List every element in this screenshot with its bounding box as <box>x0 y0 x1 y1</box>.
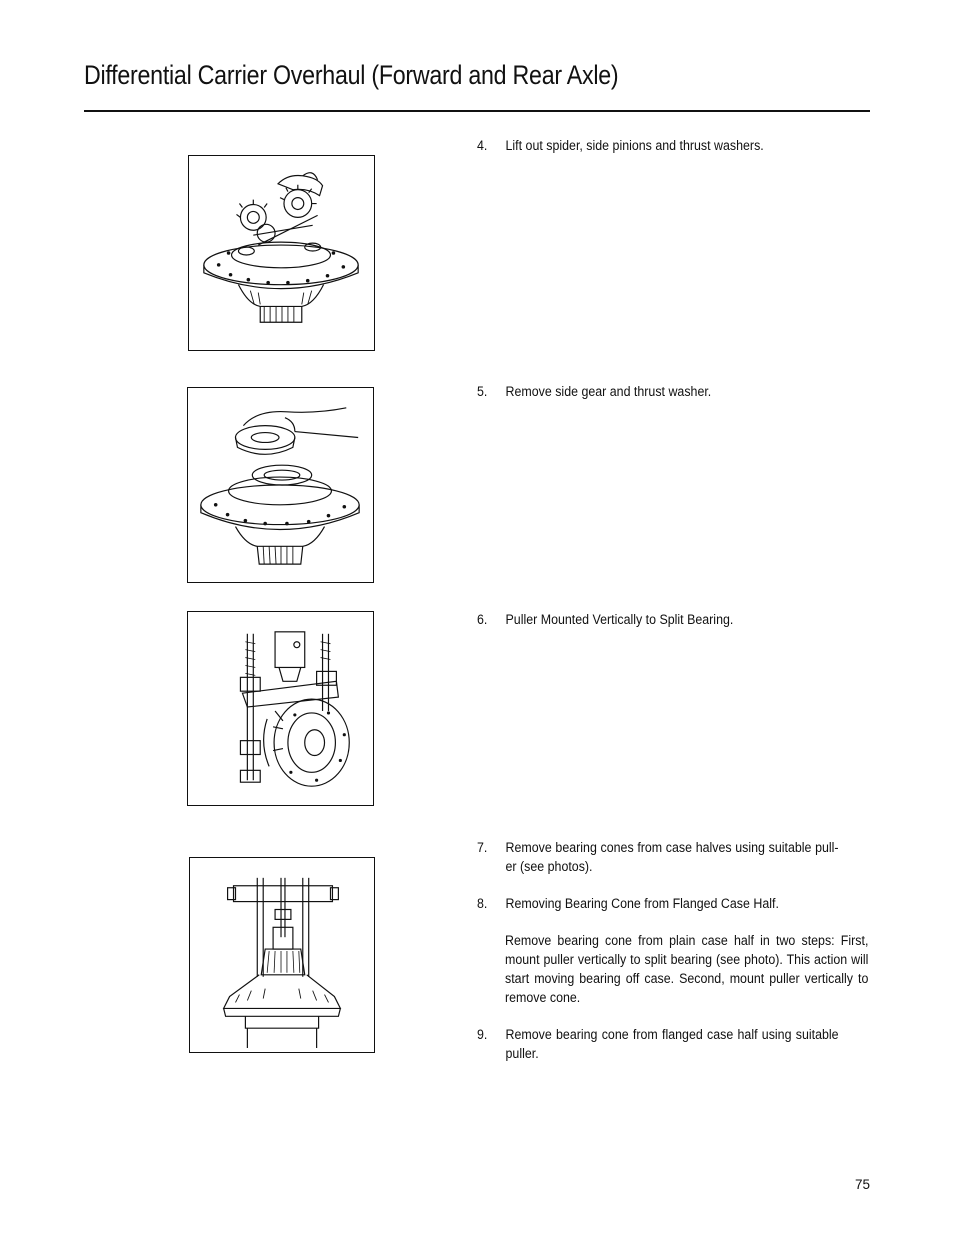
step-number: 7. <box>477 840 488 855</box>
step-8-paragraph: Remove bearing cone from plain case half in two steps: First, mount puller vertically to split bearing (see photo). This action will start moving bearing off case. Second, mount puller vertically to remove cone. <box>505 933 869 1005</box>
spider-pinions-illustration-icon <box>189 156 374 350</box>
figure-spider-pinions <box>188 155 375 351</box>
step-text: Lift out spider, side pinions and thrust washers. <box>505 138 764 153</box>
title-divider <box>84 110 870 112</box>
step-item <box>477 894 839 913</box>
step-number: 8. <box>477 896 488 911</box>
figure-puller-split-bearing <box>187 611 374 806</box>
step-text: Puller Mounted Vertically to Split Bearing. <box>505 612 734 627</box>
step-number: 4. <box>477 138 488 153</box>
figure-puller-bearing-cone <box>189 857 375 1053</box>
step-number: 5. <box>477 384 488 399</box>
side-gear-washer-illustration-icon <box>188 388 373 582</box>
step-text: Removing Bearing Cone from Flanged Case Half. <box>505 896 779 911</box>
step-text: Remove bearing cone from flanged case half using suitable puller. <box>505 1027 839 1061</box>
step-item <box>477 610 839 629</box>
step-text: Remove side gear and thrust washer. <box>505 384 712 399</box>
step-number: 9. <box>477 1027 488 1042</box>
puller-bearing-cone-illustration-icon <box>190 858 374 1052</box>
step-item <box>477 136 839 155</box>
step-item <box>477 1025 839 1063</box>
puller-split-bearing-illustration-icon <box>188 612 373 805</box>
page-title: Differential Carrier Overhaul (Forward and Rear Axle) <box>84 60 619 90</box>
figure-side-gear <box>187 387 374 583</box>
page-number: 75 <box>855 1177 871 1192</box>
step-text: Remove bearing cones from case halves using suitable pull-er (see photos). <box>505 840 839 874</box>
step-number: 6. <box>477 612 488 627</box>
step-item <box>477 838 839 876</box>
step-item <box>477 382 839 401</box>
